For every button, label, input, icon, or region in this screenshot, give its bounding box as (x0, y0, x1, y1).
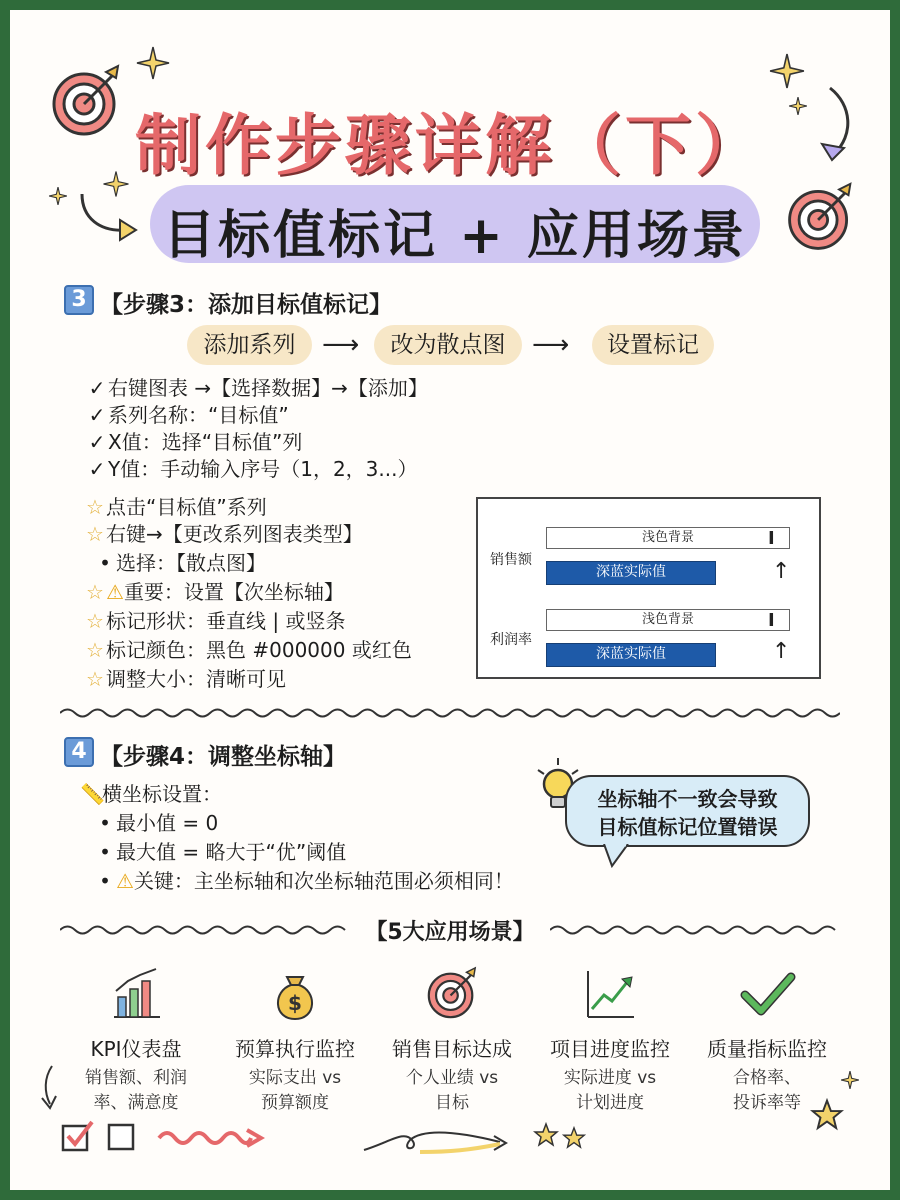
star-icon (810, 1098, 844, 1132)
arrow-icon: ↑ (772, 639, 791, 664)
target-icon (422, 965, 482, 1023)
warning-icon: ⚠ (116, 869, 134, 893)
scenario-card (56, 965, 216, 1116)
star-icon: ☆ (86, 495, 104, 519)
bullet-icon: • (99, 811, 111, 835)
scenario-title: 预算执行监控 (235, 1037, 355, 1061)
flow-arrow: ⟶ (322, 330, 360, 360)
scenario-card (215, 965, 375, 1116)
actual-value-bar: 深蓝实际值 (546, 561, 716, 585)
bullet-item: • 最小值 = 0 (94, 807, 218, 836)
sparkle-icon (768, 52, 806, 90)
check-item: ✓ 右键图表 →【选择数据】→【添加】 (86, 372, 428, 401)
bullet-item: • ⚠关键：主坐标轴和次坐标轴范围必须相同！ (94, 865, 514, 894)
wavy-divider (60, 706, 840, 720)
curved-arrow-icon (72, 188, 142, 248)
checkmark-icon (737, 965, 797, 1023)
flow-step-2: 改为散点图 (374, 325, 522, 365)
scenario-card (372, 965, 532, 1116)
checkmark-icon: ✓ (88, 457, 106, 481)
checkmark-icon: ✓ (88, 376, 106, 400)
infographic-page (10, 10, 890, 1190)
star-item: ☆ 右键→【更改系列图表类型】 (84, 518, 363, 547)
bullet-icon: • (99, 869, 111, 893)
page-title: 制作步骤详解（下） (135, 107, 765, 184)
money-bag-icon (265, 965, 325, 1023)
flow-step-3: 设置标记 (592, 325, 714, 365)
scenario-desc: 销售额、利润 率、满意度 (85, 1068, 187, 1113)
checkbox-empty-icon (106, 1122, 136, 1152)
star-icon (562, 1126, 586, 1150)
background-bar: 浅色背景 (546, 609, 790, 631)
scenario-desc: 实际进度 vs 计划进度 (563, 1068, 657, 1113)
ruler-icon: 📏 (80, 782, 105, 806)
bullet-item: • 选择：【散点图】 (94, 547, 266, 576)
warning-callout: 坐标轴不一致会导致 目标值标记位置错误 (565, 775, 810, 847)
step4-title: 【步骤4：调整坐标轴】 (100, 744, 347, 770)
star-icon: ☆ (86, 667, 104, 691)
scenario-card (530, 965, 690, 1116)
target-icon (782, 180, 858, 256)
squiggle-arrow-icon (155, 1122, 265, 1152)
row-label: 销售额 (490, 552, 532, 568)
bullet-icon: • (99, 551, 111, 575)
target-marker: I (768, 610, 775, 631)
warning-icon: ⚠ (106, 580, 124, 604)
step3-title: 【步骤3：添加目标值标记】 (100, 292, 393, 318)
star-icon: ☆ (86, 522, 104, 546)
checkbox-checked-icon (60, 1118, 96, 1154)
scenario-desc: 合格率、 投诉率等 (733, 1068, 801, 1113)
star-item: ☆ 调整大小：清晰可见 (84, 663, 286, 692)
background-bar: 浅色背景 (546, 527, 790, 549)
checkmark-icon: ✓ (88, 430, 106, 454)
page-subtitle: 目标值标记 + 应用场景 (163, 206, 747, 266)
scenario-card (687, 965, 847, 1116)
svg-text:$: $ (288, 991, 302, 1015)
bar-chart-icon (106, 965, 166, 1023)
scenario-title: 质量指标监控 (707, 1037, 827, 1061)
scenario-desc: 个人业绩 vs 目标 (405, 1068, 499, 1113)
actual-value-bar: 深蓝实际值 (546, 643, 716, 667)
flow-step-1: 添加系列 (187, 325, 312, 365)
star-icon: ☆ (86, 580, 104, 604)
check-item: ✓ 系列名称：“目标值” (86, 399, 289, 428)
curved-arrow-icon (36, 1062, 66, 1112)
flow-arrow: ⟶ (532, 330, 570, 360)
sparkle-icon (840, 1070, 860, 1090)
check-item: ✓ Y值：手动输入序号（1，2，3...） (86, 453, 417, 482)
star-icon (533, 1122, 559, 1148)
checkmark-icon: ✓ (88, 403, 106, 427)
scenario-title: KPI仪表盘 (90, 1037, 182, 1061)
star-item: ☆ 标记形状：垂直线 | 或竖条 (84, 605, 345, 634)
trend-up-icon (580, 965, 640, 1023)
star-item: ☆ ⚠重要：设置【次坐标轴】 (84, 576, 344, 605)
axis-heading: 📏横坐标设置： (80, 782, 222, 806)
star-icon: ☆ (86, 609, 104, 633)
scenarios-title: 【5大应用场景】 (365, 920, 535, 945)
arrow-icon: ↑ (772, 559, 791, 584)
sparkle-icon (135, 45, 171, 81)
bullet-icon: • (99, 840, 111, 864)
star-item: ☆ 标记颜色：黑色 #000000 或红色 (84, 634, 412, 663)
star-icon: ☆ (86, 638, 104, 662)
scenario-title: 项目进度监控 (550, 1037, 670, 1061)
callout-tail (602, 844, 632, 868)
scenario-desc: 实际支出 vs 预算额度 (248, 1068, 342, 1113)
target-marker: I (768, 528, 775, 549)
check-item: ✓ X值：选择“目标值”列 (86, 426, 302, 455)
row-label: 利润率 (490, 632, 532, 648)
sparkle-icon (48, 186, 68, 206)
bullet-chart-diagram (476, 497, 821, 679)
wavy-divider (550, 923, 840, 937)
bullet-item: • 最大值 = 略大于“优”阈值 (94, 836, 346, 865)
step-number-badge: 3 (64, 285, 94, 315)
star-item: ☆ 点击“目标值”系列 (84, 491, 267, 520)
scenario-title: 销售目标达成 (392, 1037, 512, 1061)
step-number-badge: 4 (64, 737, 94, 767)
swirl-arrow-icon (360, 1122, 515, 1158)
